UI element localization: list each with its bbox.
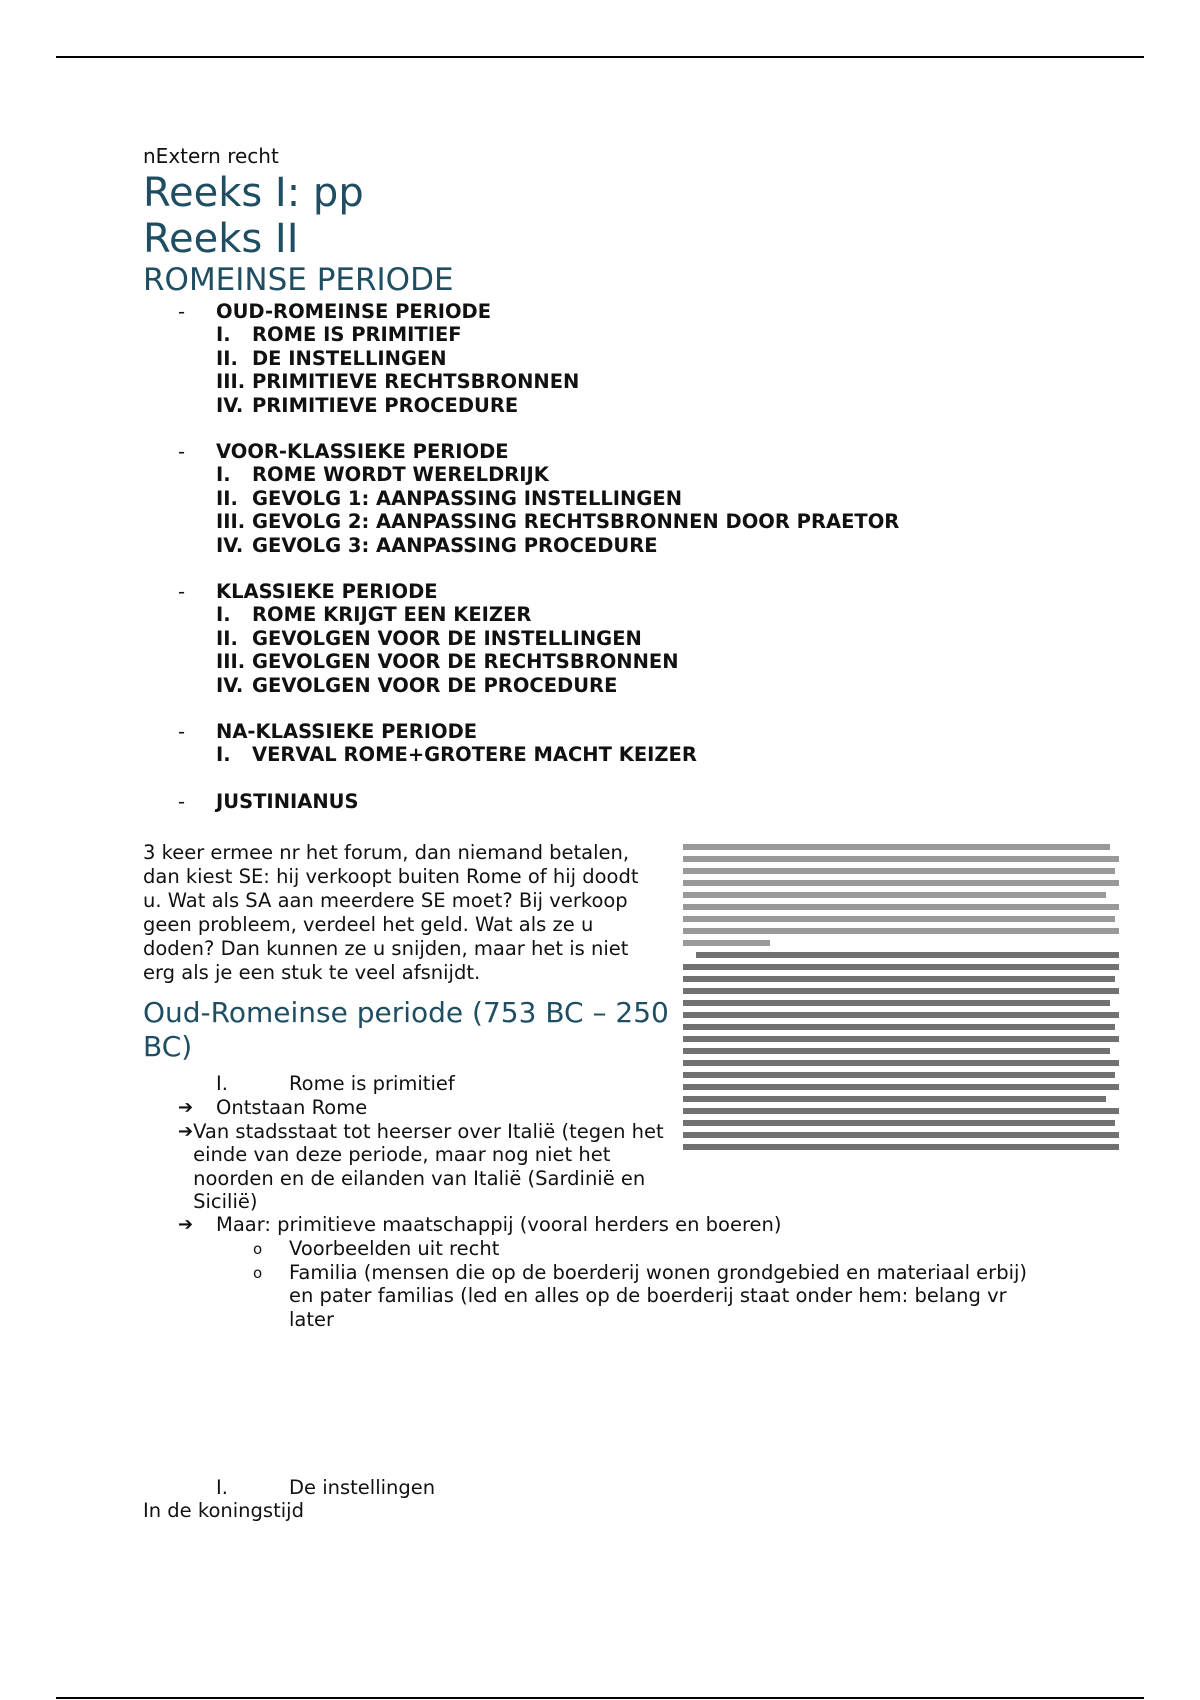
item-number: IV. bbox=[216, 533, 244, 557]
roman-heading-text: Rome is primitief bbox=[289, 1072, 455, 1095]
item-number: II. bbox=[216, 346, 238, 370]
outline-item: ROME WORDT WERELDRIJK bbox=[252, 463, 549, 486]
outline-item: GEVOLG 2: AANPASSING RECHTSBRONNEN DOOR PRAETOR bbox=[252, 510, 900, 533]
dash-marker: - bbox=[178, 440, 186, 463]
item-number: II. bbox=[216, 486, 238, 510]
item-number: II. bbox=[216, 626, 238, 650]
outline-item: ROME KRIJGT EEN KEIZER bbox=[252, 603, 532, 626]
page-title-1: Reeks I: pp bbox=[143, 170, 364, 216]
item-number: III. bbox=[216, 650, 246, 673]
dash-marker: - bbox=[178, 720, 186, 743]
subsection-heading: Oud-Romeinse periode (753 BC – 250 BC) bbox=[143, 996, 669, 1063]
item-number: III. bbox=[216, 370, 246, 393]
item-number: III. bbox=[216, 510, 246, 533]
outline-section-label: KLASSIEKE PERIODE bbox=[216, 580, 438, 603]
outline-section bbox=[178, 720, 1078, 767]
outline-item: GEVOLGEN VOOR DE RECHTSBRONNEN bbox=[252, 650, 679, 673]
arrow-icon: ➔ bbox=[178, 1120, 194, 1142]
outline-item: GEVOLGEN VOOR DE PROCEDURE bbox=[252, 673, 618, 697]
arrow-bullet-list-wide bbox=[178, 1213, 1078, 1331]
outline-section-label: JUSTINIANUS bbox=[216, 789, 359, 813]
page-title-2: Reeks II bbox=[143, 216, 299, 262]
roman-heading-1 bbox=[216, 1072, 455, 1095]
circle-bullet-icon: o bbox=[253, 1239, 263, 1258]
outline-section bbox=[178, 300, 1078, 417]
outline-section-label: OUD-ROMEINSE PERIODE bbox=[216, 300, 492, 323]
roman-number: I. bbox=[216, 1476, 228, 1499]
outline-section bbox=[178, 790, 1078, 813]
dash-marker: - bbox=[178, 300, 186, 323]
bullet-text: Maar: primitieve maatschappij (vooral herders en boeren) bbox=[216, 1213, 782, 1236]
outline-section-label: VOOR-KLASSIEKE PERIODE bbox=[216, 440, 509, 463]
scanned-text-image bbox=[683, 844, 1119, 1172]
dash-marker: - bbox=[178, 789, 186, 813]
arrow-bullet-list bbox=[178, 1096, 678, 1214]
dash-marker: - bbox=[178, 580, 186, 603]
outline-item: GEVOLGEN VOOR DE INSTELLINGEN bbox=[252, 626, 642, 650]
item-number: I. bbox=[216, 743, 231, 766]
outline-section bbox=[178, 580, 1078, 697]
body-paragraph: 3 keer ermee nr het forum, dan niemand betalen, dan kiest SE: hij verkoopt buiten Rome of hij doodt u. Wat als SA aan meerdere SE moet? Bij verkoop geen probleem, verdeel het geld. Wat als ze u doden? Dan kunnen ze u snijden, maar het is niet erg als je een stuk te veel afsnijdt. bbox=[143, 841, 639, 984]
outline-item: PRIMITIEVE PROCEDURE bbox=[252, 393, 519, 417]
item-number: I. bbox=[216, 463, 231, 486]
item-number: IV. bbox=[216, 393, 244, 417]
item-number: IV. bbox=[216, 673, 244, 697]
sub-bullet-text: Voorbeelden uit recht bbox=[289, 1236, 500, 1260]
outline-item: GEVOLG 3: AANPASSING PROCEDURE bbox=[252, 533, 658, 557]
tail-text: In de koningstijd bbox=[143, 1499, 304, 1522]
roman-heading-text: De instellingen bbox=[289, 1476, 436, 1499]
outline-item: GEVOLG 1: AANPASSING INSTELLINGEN bbox=[252, 486, 683, 510]
outline-section bbox=[178, 440, 1078, 557]
outline bbox=[178, 300, 1078, 836]
outline-item: DE INSTELLINGEN bbox=[252, 346, 447, 370]
arrow-icon: ➔ bbox=[178, 1214, 194, 1235]
outline-item: PRIMITIEVE RECHTSBRONNEN bbox=[252, 370, 580, 393]
arrow-icon: ➔ bbox=[178, 1097, 194, 1118]
intro-text: nExtern recht bbox=[143, 144, 279, 168]
roman-heading-2 bbox=[216, 1476, 435, 1499]
bullet-text: Ontstaan Rome bbox=[216, 1096, 368, 1119]
bullet-text: Van stadsstaat tot heerser over Italië (tegen het einde van deze periode, maar nog niet het noorden en de eilanden van Italië (Sardinië en Sicilië) bbox=[193, 1119, 664, 1213]
sub-bullet-text: Familia (mensen die op de boerderij wonen grondgebied en materiaal erbij) en pater familias (led en alles op de boerderij staat onder hem: belang vr later bbox=[289, 1260, 1028, 1331]
item-number: I. bbox=[216, 603, 231, 626]
outline-item: VERVAL ROME+GROTERE MACHT KEIZER bbox=[252, 743, 697, 766]
top-rule bbox=[56, 56, 1144, 58]
circle-bullet-icon: o bbox=[253, 1263, 263, 1282]
bottom-rule bbox=[56, 1697, 1144, 1699]
outline-item: ROME IS PRIMITIEF bbox=[252, 323, 462, 346]
roman-number: I. bbox=[216, 1072, 228, 1095]
section-heading: ROMEINSE PERIODE bbox=[143, 262, 454, 298]
item-number: I. bbox=[216, 323, 231, 346]
outline-section-label: NA-KLASSIEKE PERIODE bbox=[216, 720, 478, 743]
